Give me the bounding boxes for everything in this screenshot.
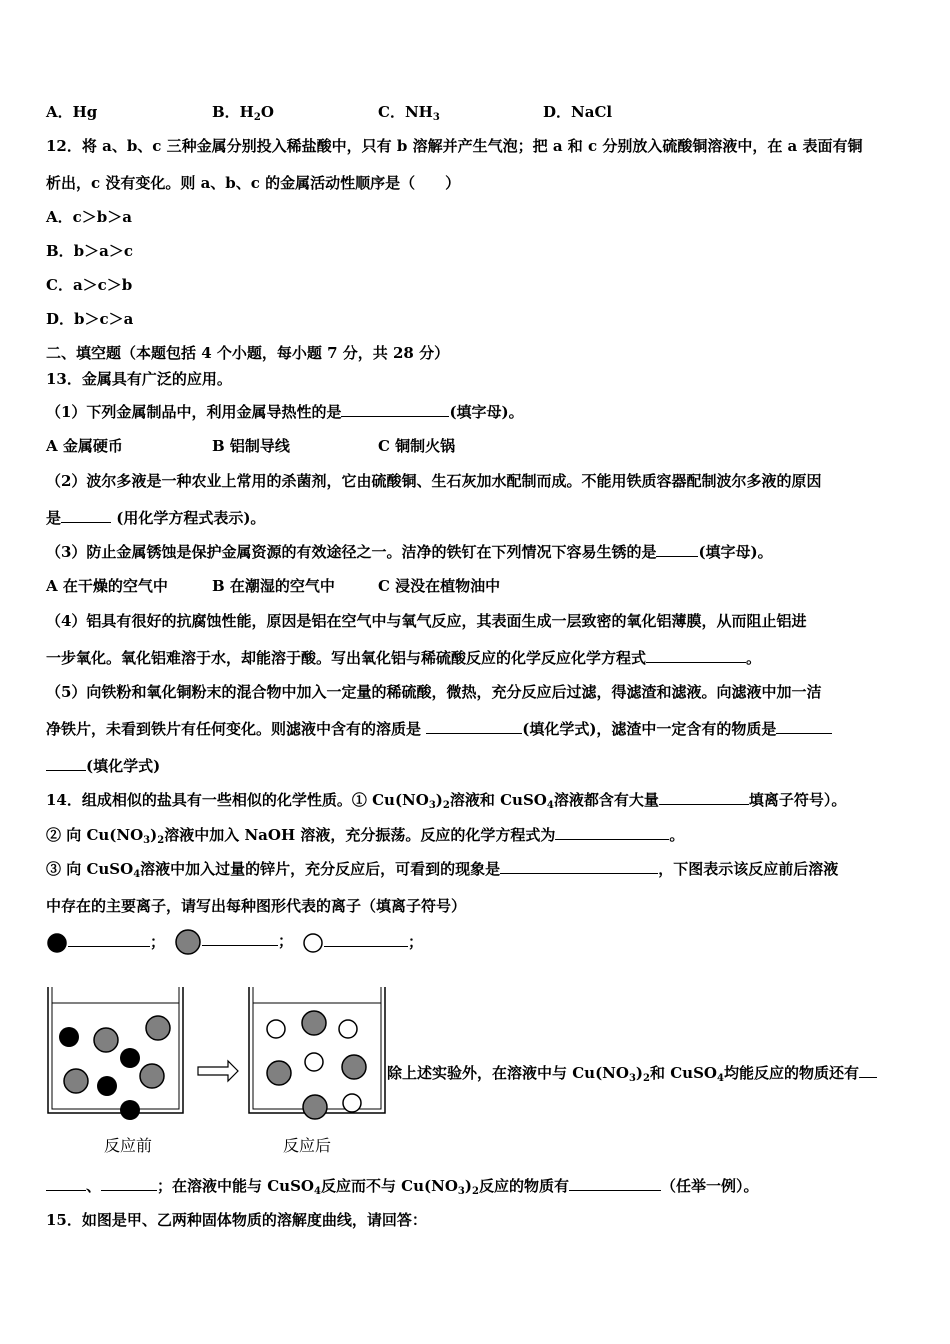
q13-part-1: （1）下列金属制品中，利用金属导热性的是 (填字母)。 — [46, 403, 524, 421]
white-circle-icon — [302, 932, 324, 954]
answer-blank[interactable] — [341, 402, 449, 417]
q12-line-1: 12．将 a、b、c 三种金属分别投入稀盐酸中，只有 b 溶解并产生气泡；把 a 和 c 分别放入硫酸铜溶液中，在 a 表面有铜 — [46, 137, 863, 155]
gray-particle — [303, 1095, 327, 1119]
ion-legend-black: ； — [46, 932, 165, 954]
q13-part-3: （3）防止金属锈蚀是保护金属资源的有效途径之一。洁净的铁钉在下列情况下容易生锈的是 (填字母)。 — [46, 543, 773, 561]
answer-blank[interactable] — [776, 719, 832, 734]
q11-option-d: D．NaCl — [543, 103, 613, 121]
gray-particle — [94, 1028, 118, 1052]
q11-option-a: A．Hg — [46, 103, 98, 121]
white-particle — [267, 1020, 285, 1038]
q13-title: 13．金属具有广泛的应用。 — [46, 370, 232, 388]
q13-part-2-line-1: （2）波尔多液是一种农业上常用的杀菌剂，它由硫酸铜、生石灰加水配制而成。不能用铁质容器配制波尔多液的原因 — [46, 472, 822, 490]
reaction-arrow-icon — [198, 1061, 238, 1081]
section-2-heading: 二、填空题（本题包括 4 个小题，每小题 7 分，共 28 分） — [46, 344, 450, 362]
q13-part-5-line-2: 净铁片，未看到铁片有任何变化。则滤液中含有的溶质是 (填化学式)，滤渣中一定含有的物质是 — [46, 719, 832, 739]
gray-particle — [64, 1069, 88, 1093]
q14-line-5: 除上述实验外，在溶液中与 $Cu(NO_3)_2$和 CuSO$_4$均能反应的物质还有 — [387, 1063, 877, 1083]
white-particle — [305, 1053, 323, 1071]
black-particle — [120, 1100, 140, 1120]
q14-line-3: ③ 向 CuSO$_4$溶液中加入过量的锌片，充分反应后，可看到的现象是 ，下图表示该反应前后溶液 — [46, 860, 839, 880]
gray-particle — [140, 1064, 164, 1088]
answer-blank[interactable] — [61, 508, 111, 523]
q13-p1-option-a: A 金属硬币 — [46, 437, 123, 455]
answer-blank[interactable] — [569, 1176, 661, 1191]
q13-part-2-line-2: 是 (用化学方程式表示)。 — [46, 509, 266, 527]
q13-part-5-line-3: (填化学式) — [46, 756, 160, 776]
gray-circle-icon — [174, 928, 202, 956]
q11-option-b: B．$H_2O$ — [212, 103, 274, 123]
q14-line-2: ② 向 $Cu(NO_3)_2$溶液中加入 NaOH 溶液，充分振荡。反应的化学方程式为 。 — [46, 826, 685, 846]
answer-blank[interactable] — [46, 1176, 86, 1191]
ion-legend-white: ； — [302, 932, 423, 954]
gray-particle — [146, 1016, 170, 1040]
q12-option-a: A．c＞b＞a — [46, 208, 132, 226]
black-particle — [97, 1076, 117, 1096]
answer-blank[interactable] — [426, 719, 522, 734]
answer-blank[interactable] — [646, 648, 746, 663]
answer-blank[interactable] — [46, 756, 86, 771]
q15-title: 15．如图是甲、乙两种固体物质的溶解度曲线，请回答： — [46, 1211, 427, 1229]
q13-p3-option-a: A 在干燥的空气中 — [46, 577, 168, 595]
label-after-reaction: 反应后 — [283, 1136, 332, 1155]
q13-part-4-line-1: （4）铝具有很好的抗腐蚀性能，原因是铝在空气中与氧气反应，其表面生成一层致密的氧化铝薄膜，从而阻止铝进 — [46, 612, 807, 630]
q14-line-6: 、 ；在溶液中能与 CuSO$_4$反应而不与 $Cu(NO_3)_2$反应的物质有 （任举一例）。 — [46, 1176, 758, 1196]
gray-particle — [267, 1061, 291, 1085]
answer-blank[interactable] — [656, 542, 698, 557]
answer-blank[interactable] — [859, 1063, 877, 1078]
ion-legend-gray: ； — [174, 928, 293, 956]
q13-part-5-line-1: （5）向铁粉和氧化铜粉末的混合物中加入一定量的稀硫酸，微热，充分反应后过滤，得滤渣和滤液。向滤液中加一洁 — [46, 683, 822, 701]
q14-line-1: 14．组成相似的盐具有一些相似的化学性质。① $Cu(NO_3)_2$溶液和 CuSO$_4$溶液都含有大量 填离子符号）。 — [46, 791, 847, 811]
reaction-diagram — [40, 985, 390, 1135]
black-circle-icon — [46, 932, 68, 954]
answer-blank[interactable] — [659, 790, 749, 805]
q13-p1-option-b: B 铝制导线 — [212, 437, 290, 455]
white-particle — [339, 1020, 357, 1038]
beaker-before — [48, 987, 183, 1120]
q13-p3-option-c: C 浸没在植物油中 — [378, 577, 501, 595]
answer-blank[interactable] — [324, 932, 408, 947]
q12-option-d: D．b＞c＞a — [46, 310, 134, 328]
gray-particle — [302, 1011, 326, 1035]
black-particle — [120, 1048, 140, 1068]
gray-particle — [342, 1055, 366, 1079]
q12-option-b: B．b＞a＞c — [46, 242, 134, 260]
answer-blank[interactable] — [555, 825, 669, 840]
q13-part-4-line-2: 一步氧化。氧化铝难溶于水，却能溶于酸。写出氧化铝与稀硫酸反应的化学反应化学方程式 。 — [46, 649, 762, 667]
q14-line-4: 中存在的主要离子，请写出每种图形代表的离子（填离子符号） — [46, 897, 467, 915]
answer-blank[interactable] — [500, 859, 658, 874]
label-before-reaction: 反应前 — [104, 1136, 153, 1155]
q11-option-c: C．$NH_3$ — [378, 103, 440, 123]
answer-blank[interactable] — [68, 932, 150, 947]
q13-p3-option-b: B 在潮湿的空气中 — [212, 577, 335, 595]
answer-blank[interactable] — [101, 1176, 157, 1191]
q12-line-2: 析出，c 没有变化。则 a、b、c 的金属活动性顺序是（ ） — [46, 174, 461, 192]
black-particle — [59, 1027, 79, 1047]
q13-p1-option-c: C 铜制火锅 — [378, 437, 456, 455]
answer-blank[interactable] — [202, 931, 278, 946]
beaker-after — [249, 987, 385, 1119]
q12-option-c: C．a＞c＞b — [46, 276, 133, 294]
white-particle — [343, 1094, 361, 1112]
